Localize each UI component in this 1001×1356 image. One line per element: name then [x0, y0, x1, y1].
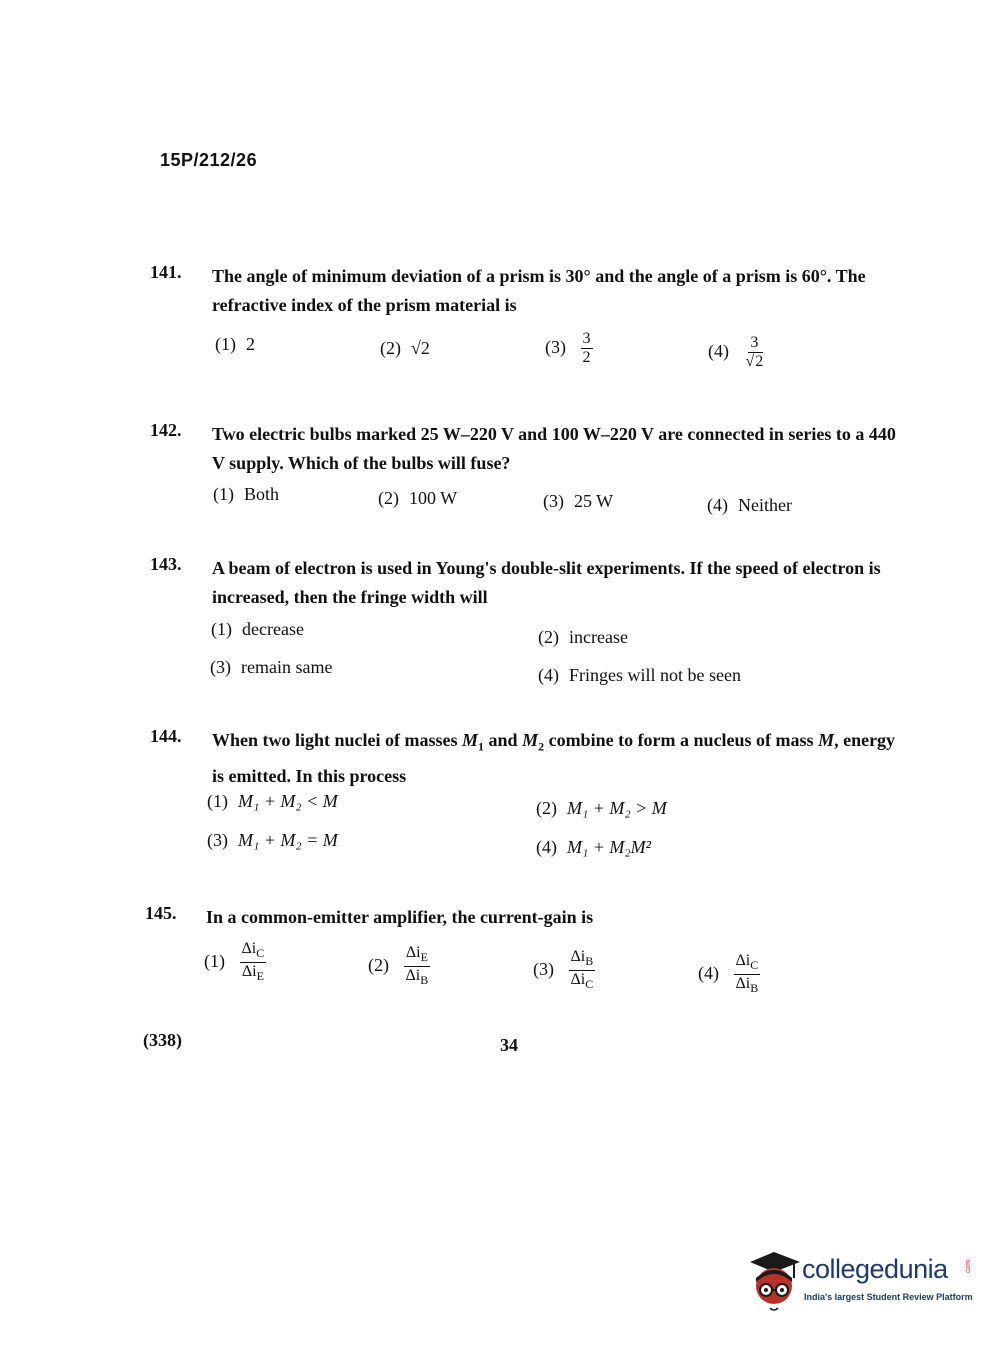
question-text: In a common-emitter amplifier, the current-gain is — [206, 907, 594, 927]
option-141-3[interactable]: (3) $\frac{3}{2}$ — [545, 330, 591, 366]
option-144-2[interactable]: (2) M₁ + M₂ > M — [536, 798, 667, 818]
question-number: 142. — [150, 420, 182, 440]
question-number: 145. — [145, 903, 177, 923]
option-144-1[interactable]: (1) M₁ + M₂ < M — [207, 791, 338, 811]
option-145-2[interactable]: (2) $\frac{\Delta i_E}{\Delta i_B}$ — [368, 944, 429, 988]
fraction: $\frac{\Delta i_B}{\Delta i_C}$ — [570, 948, 594, 992]
option-142-1[interactable]: (1) Both — [213, 484, 280, 504]
option-142-2[interactable]: (2) 100 W — [378, 488, 458, 508]
option-143-4[interactable]: (4) Fringes will not be seen — [538, 665, 741, 685]
option-142-3[interactable]: (3) 25 W — [543, 491, 614, 511]
mascot-icon — [742, 1248, 802, 1318]
logo-tagline: India's largest Student Review Platform — [804, 1292, 973, 1302]
option-145-1[interactable]: (1) $\frac{\Delta i_C}{\Delta i_E}$ — [204, 940, 265, 984]
question-text: A beam of electron is used in Young's double-slit experiments. If the speed of electron is increased, then the fringe width will — [212, 558, 881, 607]
option-141-1[interactable]: (1) 2 — [215, 334, 255, 354]
question-text: Two electric bulbs marked 25 W–220 V and 100 W–220 V are connected in series to a 440 V supply. Which of the bulbs will fuse? — [212, 424, 896, 473]
option-143-2[interactable]: (2) increase — [538, 627, 628, 647]
question-number: 144. — [150, 726, 182, 746]
option-141-2[interactable]: (2) √2 — [380, 338, 430, 358]
option-141-4[interactable]: (4) $\frac{3}{√2}$ — [708, 334, 764, 370]
option-143-1[interactable]: (1) decrease — [211, 619, 304, 639]
fraction: $\frac{\Delta i_C}{\Delta i_E}$ — [241, 940, 265, 984]
collegedunia-logo[interactable] — [742, 1248, 972, 1318]
fraction: $\frac{\Delta i_C}{\Delta i_B}$ — [735, 952, 759, 996]
option-142-4[interactable]: (4) Neither — [707, 495, 792, 515]
question-number: 141. — [150, 262, 182, 282]
question-text: The angle of minimum deviation of a prism is 30° and the angle of a prism is 60°. The refractive index of the prism material is — [212, 266, 866, 315]
option-143-3[interactable]: (3) remain same — [210, 657, 333, 677]
question-number: 143. — [150, 554, 182, 574]
question-text: When two light nuclei of masses $M_1$ and $M_2$ combine to form a nucleus of mass M, energy is emitted. In this process — [212, 730, 896, 786]
fraction: $\frac{3}{√2}$ — [745, 334, 764, 370]
logo-suffix: .com — [965, 1259, 973, 1276]
logo-name: collegedunia — [802, 1254, 948, 1284]
page-number: 34 — [500, 1035, 518, 1055]
footer-code: (338) — [143, 1030, 182, 1050]
fraction: $\frac{3}{2}$ — [582, 330, 591, 366]
option-144-3[interactable]: (3) M₁ + M₂ = M — [207, 830, 338, 850]
paper-code: 15P/212/26 — [160, 150, 258, 170]
option-145-4[interactable]: (4) $\frac{\Delta i_C}{\Delta i_B}$ — [698, 952, 759, 996]
option-145-3[interactable]: (3) $\frac{\Delta i_B}{\Delta i_C}$ — [533, 948, 594, 992]
fraction: $\frac{\Delta i_E}{\Delta i_B}$ — [405, 944, 429, 988]
option-144-4[interactable]: (4) M₁ + M₂M² — [536, 837, 652, 857]
